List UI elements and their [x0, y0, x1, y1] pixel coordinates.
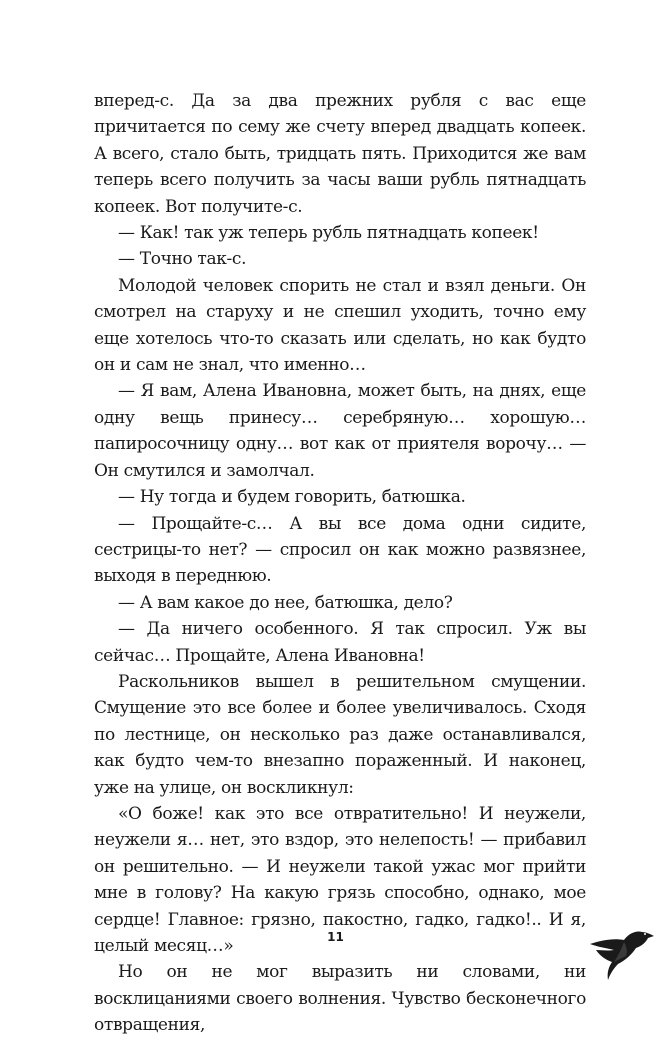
paragraph: — Я вам, Алена Ивановна, может быть, на днях, еще одну вещь принесу… серебряную… хорошую… папиросочницу одну… вот как от приятеля ворочу… — Он смутился и замолчал.	[94, 381, 586, 481]
paragraph: — Точно так-с.	[118, 249, 247, 270]
paragraph: вперед-с. Да за два прежних рубля с вас еще причитается по сему же счету вперед двадцать копеек. А всего, стало быть, тридцать пять. Приходится же вам теперь всего получить за часы ваши рубль пятнадцать копеек. Вот получите-с.	[94, 91, 586, 217]
paragraph: — Прощайте-с… А вы все дома одни сидите, сестрицы-то нет? — спросил он как можно развязнее, выходя в переднюю.	[94, 513, 586, 587]
paragraph: — Как! так уж теперь рубль пятнадцать копеек!	[118, 223, 539, 244]
paragraph: «О боже! как это все отвратительно! И неужели, неужели я… нет, это вздор, это нелепость! — прибавил он решительно. — И неужели такой ужас мог прийти мне в голову? На какую грязь способно, однако, мое сердце! Главное: грязно, пакостно, гадко, гадко!.. И я, целый месяц…»	[94, 803, 586, 956]
paragraph: Раскольников вышел в решительном смущении. Смущение это все более и более увеличивалось. Сходя по лестнице, он несколько раз даже останавливался, как будто чем-то внезапно пораженный. И наконец, уже на улице, он воскликнул:	[94, 671, 586, 798]
paragraph: — Ну тогда и будем говорить, батюшка.	[118, 487, 466, 508]
paragraph: Но он не мог выразить ни словами, ни восклицаниями своего волнения. Чувство бесконечного отвращения,	[94, 962, 586, 1036]
paragraph: — А вам какое до нее, батюшка, дело?	[118, 592, 453, 613]
page-body-text	[94, 88, 586, 1039]
page-number: 11	[327, 930, 344, 944]
paragraph: — Да ничего особенного. Я так спросил. Уж вы сейчас… Прощайте, Алена Ивановна!	[94, 619, 586, 666]
raven-icon	[588, 920, 658, 982]
paragraph: Молодой человек спорить не стал и взял деньги. Он смотрел на старуху и не спешил уходить, точно ему еще хотелось что-то сказать или сделать, но как будто он и сам не знал, что именно…	[94, 275, 586, 376]
